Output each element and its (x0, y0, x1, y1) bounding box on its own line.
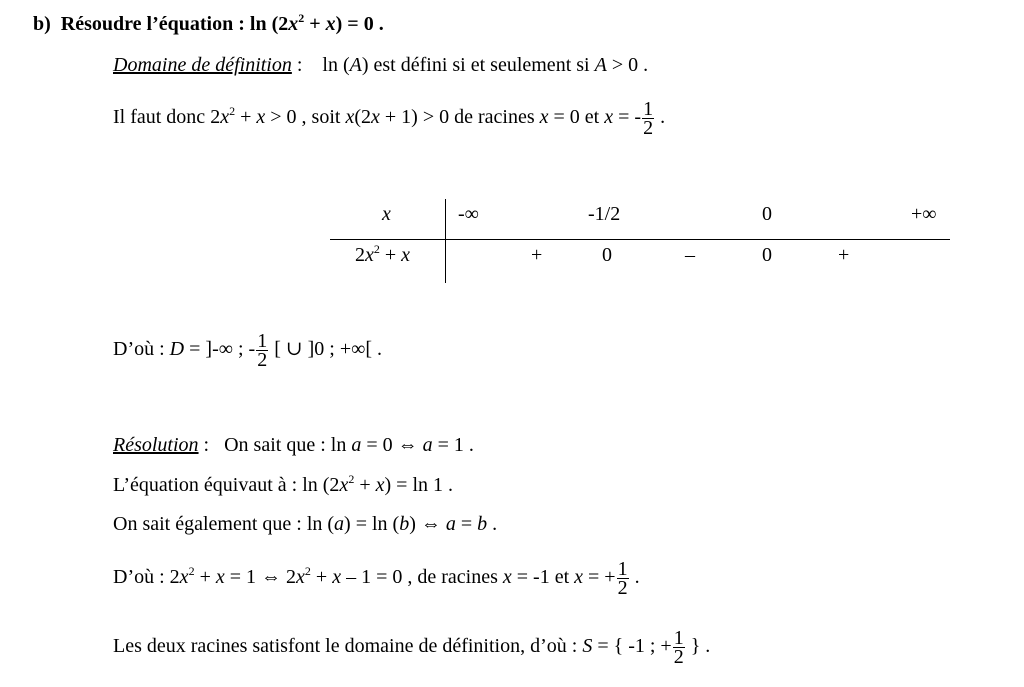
domain-result-line (113, 328, 382, 370)
conclusion-var: S (582, 635, 593, 657)
condition-exponent: 2 (229, 104, 236, 118)
equivalence-exponent: 2 (348, 472, 355, 486)
heading-exponent: 2 (298, 11, 305, 25)
heading-eq-part: + (304, 13, 326, 35)
resolution-var: a (422, 434, 433, 456)
fraction-numerator: 1 (257, 329, 268, 352)
sign-table-horizontal-rule (330, 239, 950, 240)
sign-table-sign: 0 (762, 244, 772, 266)
fraction-denominator: 2 (673, 645, 684, 668)
property-var: b (399, 513, 410, 535)
row-label-var: x (401, 244, 411, 266)
condition-text: + (235, 106, 257, 128)
domain-rule-text: > 0 . (606, 54, 649, 76)
condition-text: . (655, 106, 666, 128)
condition-line (113, 96, 665, 140)
row-label-exponent: 2 (373, 242, 380, 256)
resolution-text: = 0 ⇔ (361, 434, 423, 456)
roots-line (113, 556, 640, 600)
fraction-numerator: 1 (617, 557, 628, 580)
domain-rule-text: ) est défini si et seulement si (361, 54, 595, 76)
property-var: a (445, 513, 456, 535)
equivalence-text: ) = ln 1 . (384, 474, 453, 496)
sign-table-vertical-rule (445, 199, 446, 283)
row-label-text: + (379, 244, 402, 266)
fraction-denominator: 2 (617, 576, 628, 599)
property-var: b (477, 513, 488, 535)
condition-var: x (539, 106, 549, 128)
resolution-text: = 1 . (432, 434, 474, 456)
sign-table-sign: – (685, 244, 695, 266)
property-text: ) = ln ( (344, 513, 400, 535)
property-line (113, 512, 497, 536)
domain-result-text: [ ∪ ]0 ; +∞[ . (269, 338, 383, 360)
condition-var: x (256, 106, 266, 128)
condition-text: > 0 , soit (265, 106, 346, 128)
property-var: a (334, 513, 345, 535)
domain-var-a: A (594, 54, 607, 76)
equivalence-line (113, 473, 453, 499)
roots-var: x (502, 566, 512, 588)
fraction (642, 97, 654, 139)
domain-var-a: A (349, 54, 362, 76)
condition-var: x (345, 106, 355, 128)
property-text: ) ⇔ (409, 513, 446, 535)
domain-label: Domaine de définition (113, 54, 292, 76)
condition-var: x (220, 106, 230, 128)
roots-exponent: 2 (304, 564, 311, 578)
roots-text: = -1 et (511, 566, 575, 588)
condition-var: x (371, 106, 380, 128)
fraction-numerator: 1 (643, 97, 654, 120)
condition-var: x (604, 106, 614, 128)
equivalence-text: L’équation équivaut à : ln (2 (113, 474, 340, 496)
row-label-text: 2 (355, 244, 365, 266)
domain-result-var: D (169, 338, 185, 360)
fraction-denominator: 2 (257, 348, 268, 371)
sign-table-sign: 0 (602, 244, 612, 266)
conclusion-text: Les deux racines satisfont le domaine de définition, d’où : (113, 635, 583, 657)
domain-result-text: = ]-∞ ; - (184, 338, 256, 360)
domain-rule-text: ln ( (322, 54, 350, 76)
exercise-marker: b) (33, 13, 51, 35)
roots-var: x (296, 566, 305, 588)
sign-table-x-value: +∞ (911, 203, 937, 225)
sign-table-sign: + (531, 244, 543, 266)
heading-title: Résoudre l’équation : (60, 13, 250, 35)
sign-table-x-value: 0 (762, 203, 772, 225)
exercise-heading (33, 12, 384, 38)
roots-var: x (215, 566, 225, 588)
resolution-line (113, 433, 474, 457)
equivalence-text: + (354, 474, 376, 496)
sign-table-x-value: -1/2 (588, 203, 621, 225)
condition-text: = 0 et (548, 106, 605, 128)
resolution-var: a (351, 434, 362, 456)
property-text: . (487, 513, 498, 535)
fraction-denominator: 2 (643, 116, 654, 139)
sign-table-sign: + (838, 244, 850, 266)
heading-var-x: x (325, 13, 336, 35)
fraction-numerator: 1 (673, 626, 684, 649)
roots-text: + (310, 566, 333, 588)
conclusion-line (113, 625, 710, 667)
roots-var: x (332, 566, 342, 588)
roots-var: x (179, 566, 189, 588)
sign-table-var-label: x (382, 203, 391, 225)
sign-table-row-label (355, 243, 410, 269)
roots-text: . (629, 566, 640, 588)
heading-var-x: x (288, 13, 299, 35)
resolution-text: On sait que : ln (224, 434, 352, 456)
property-text: On sait également que : ln ( (113, 513, 335, 535)
resolution-label: Résolution (113, 434, 199, 456)
condition-text: = - (613, 106, 642, 128)
roots-text: D’où : 2 (113, 566, 180, 588)
equivalence-var: x (375, 474, 385, 496)
roots-text: = + (583, 566, 616, 588)
domain-line (113, 53, 648, 77)
heading-eq-part: ) = 0 . (335, 13, 384, 35)
property-text: = (455, 513, 478, 535)
domain-colon: : (291, 54, 303, 76)
sign-table-x-value: -∞ (458, 203, 479, 225)
roots-exponent: 2 (188, 564, 195, 578)
roots-text: + (194, 566, 216, 588)
row-label-var: x (365, 244, 374, 266)
conclusion-text: = { -1 ; + (592, 635, 672, 657)
condition-text: (2 (354, 106, 371, 128)
fraction (673, 626, 685, 668)
fraction (256, 329, 268, 371)
heading-eq-part: ln (2 (249, 13, 289, 35)
resolution-colon: : (198, 434, 210, 456)
equivalence-var: x (339, 474, 349, 496)
fraction (617, 557, 629, 599)
roots-text: – 1 = 0 , de racines (341, 566, 503, 588)
roots-text: = 1 ⇔ 2 (224, 566, 297, 588)
roots-var: x (574, 566, 584, 588)
condition-text: Il faut donc 2 (113, 106, 221, 128)
condition-text: + 1) > 0 de racines (379, 106, 540, 128)
conclusion-text: } . (685, 635, 711, 657)
domain-result-text: D’où : (113, 338, 170, 360)
